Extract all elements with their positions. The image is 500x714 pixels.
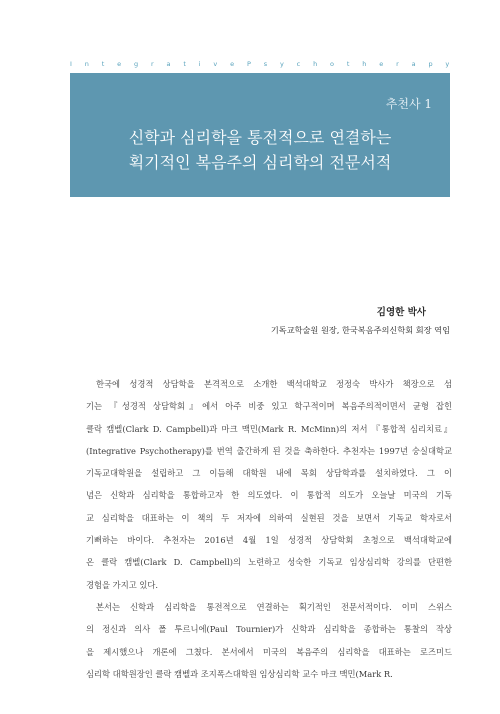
body-line: 을 제시했으나 개론에 그쳤다. 본서에서 미국의 복음주의 심리학을 대표하는 로즈미드 — [86, 646, 452, 657]
body-line: 기뻐하는 바이다. 추천자는 2016년 4월 1일 성경적 상담학회 초청으로 백석대학교에 — [86, 535, 452, 546]
running-header-letter: e — [379, 60, 384, 68]
body-line: 클락 캠벨(Clark D. Campbell)과 마크 맥민(Mark R. McMinn)의 저서 『통합적 심리치료』 — [86, 423, 452, 434]
chapter-label: 추천사 1 — [385, 97, 432, 111]
running-header-letter: r — [396, 60, 400, 68]
body-line: 한국에 성경적 상담학을 본격적으로 소개한 백석대학교 정정숙 박사가 책장으로 섬 — [96, 379, 452, 389]
body-line: 본서는 신학과 심리학을 통전적으로 연결하는 획기적인 전문서적이다. 이미 스위스 — [96, 601, 452, 612]
running-header-letter: t — [346, 60, 350, 68]
running-header-letter: h — [313, 60, 318, 68]
body-line: 경험을 가지고 있다. — [86, 579, 159, 590]
running-header-letter: s — [263, 60, 268, 68]
running-header — [70, 60, 450, 68]
author-name: 김영한 박사 — [376, 307, 426, 318]
body-line: 념은 신학과 심리학을 통합하고자 한 의도였다. 이 통합적 의도가 오늘날 미국의 기독 — [86, 490, 452, 501]
running-header-letter: I — [70, 60, 73, 68]
running-header-letter: c — [296, 60, 301, 68]
body-line: 교 심리학을 대표하는 이 책의 두 저자에 의하여 실현된 것을 보면서 기독교 학자로서 — [86, 512, 452, 523]
running-header-letter: t — [183, 60, 187, 68]
running-header-letter: y — [445, 60, 450, 68]
running-header-letter: e — [230, 60, 235, 68]
body-line: (Integrative Psychotherapy)를 번역 출간하게 된 것을 축하한다. 추천자는 1997년 숭실대학교 — [86, 445, 452, 456]
running-header-letter: r — [150, 60, 155, 68]
body-line: 온 클락 캠벨(Clark D. Campbell)의 노련하고 성숙한 기독교 임상심리학 강의를 단편한 — [86, 557, 452, 568]
running-header-letter: i — [198, 60, 202, 68]
running-header-letter: p — [428, 60, 434, 68]
running-header-letter: n — [84, 60, 90, 68]
running-header-letter: e — [117, 60, 122, 68]
running-header-letter: a — [166, 60, 171, 68]
body-line: 의 정신과 의사 폴 투르니에(Paul Tournier)가 신학과 심리학을 종합하는 통찰의 작상 — [86, 624, 452, 635]
running-header-letter: v — [213, 60, 218, 68]
body-text — [86, 373, 452, 685]
body-line: 기독교대학원을 설립하고 그 이듬해 대학원 내에 목회 상담학과를 설치하였다. 그 이 — [86, 468, 452, 479]
running-header-letter: h — [362, 60, 367, 68]
running-header-letter: P — [246, 60, 252, 68]
running-header-letter: a — [411, 60, 417, 68]
running-header-letter: t — [101, 60, 105, 68]
running-header-letter: y — [279, 60, 285, 68]
body-line: 심리학 대학원장인 클락 캠벨과 조지폭스대학원 임상심리학 교수 마크 맥민(Mark R. — [86, 668, 393, 679]
chapter-banner — [70, 73, 450, 197]
running-header-letter: o — [330, 60, 335, 68]
body-line: 기는 『성경적 상담학회』에서 아주 비중 있고 학구적이며 복음주의적이면서 균형 잡힌 — [86, 401, 452, 412]
chapter-title — [70, 125, 450, 175]
running-header-letter: g — [133, 60, 139, 68]
chapter-title-line-1: 신학과 심리학을 통전적으로 연결하는 — [128, 128, 392, 147]
author-affiliation: 기독교학술원 원장, 한국복음주의신학회 회장 역임 — [270, 325, 450, 335]
chapter-title-line-2: 획기적인 복음주의 심리학의 전문서적 — [128, 153, 392, 172]
